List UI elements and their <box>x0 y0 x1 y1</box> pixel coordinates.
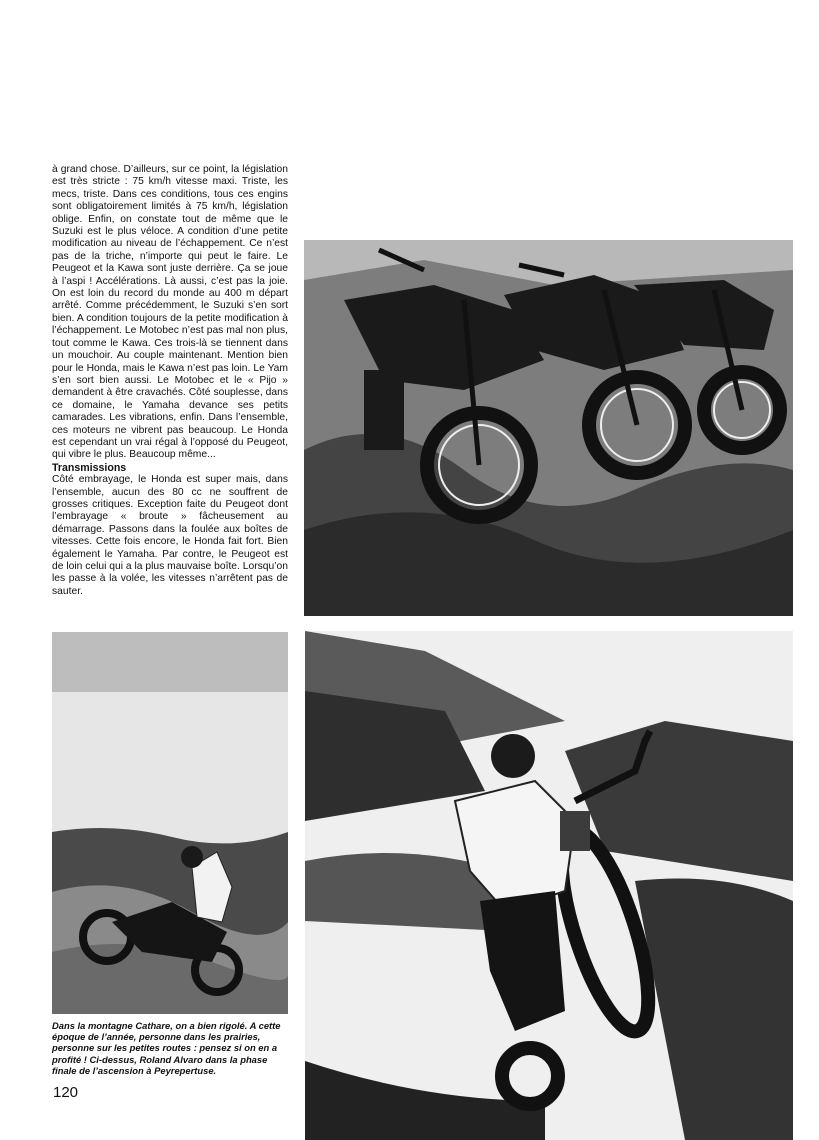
photo-caption: Dans la montagne Cathare, on a bien rigolé. A cette époque de l’année, personne dans les prairies, personne sur les petites routes : pensez si on en a profité ! Ci-dessus, Roland Alvaro dans la phase finale de l’ascension à Peyrepertuse. <box>52 1020 281 1076</box>
article-paragraph-1: à grand chose. D’ailleurs, sur ce point, la législation est très stricte : 75 km/h vitesse maxi. Triste, les mecs, triste. Dans ces conditions, tous ces engins sont obligatoirement limités à 75 km/h, législation oblige. Enfin, on constate tout de même que le Suzuki est le plus véloce. A condition d’une petite modification au niveau de l’échappement. Ce n’est pas de la triche, n’importe qui peut le faire. Le Peugeot et la Kawa sont juste derrière. Ça se joue à l’aspi ! Accélérations. Là aussi, c’est pas la joie. On est loin du record du monde au 400 m départ arrêté. Comme précédemment, le Suzuki s’en sort bien. A condition toujours de la petite modification à l’échappement. Le Motobec n’est pas mal non plus, tout comme le Kawa. Ces trois-là se tiennent dans un mouchoir. Au couple maintenant. Mention bien pour le Honda, mais le Kawa n’est pas loin. Le Yam s’en sort bien aussi. Le Motobec et le « Pijo » demandent à être cravachés. Côté souplesse, dans ce domaine, le Yamaha devance ses petits camarades. Les vibrations, enfin. Dans l’ensemble, ces moteurs ne vibrent pas beaucoup. Le Honda est cependant un vrai régal à l’opposé du Peugeot, qui vibre le plus. Beaucoup même... <box>52 164 288 461</box>
article-paragraph-transmissions: Côté embrayage, le Honda est super mais, dans l’ensemble, aucun des 80 cc ne souffrent de grosses critiques. Exception faite du Peugeot dont l’embrayage « broute » fâcheusement au démarrage. Passons dans la foulée aux boîtes de vitesses. Cette fois encore, le Honda fait fort. Bien également le Yamaha. Par contre, le Peugeot est de loin celui qui a la plus mauvaise boîte. Lorsqu’on les passe à la volée, les vitesses n’arrêtent pas de sauter. <box>52 474 288 597</box>
article-column <box>52 164 288 598</box>
photo-motorcycles-group-image <box>304 240 793 616</box>
page-number: 120 <box>53 1084 79 1101</box>
photo-wheelie-rider-image <box>305 631 793 1140</box>
photo-rider-slope-image <box>52 632 288 1014</box>
section-heading-transmissions: Transmissions <box>52 461 127 474</box>
photo-wheelie-rider <box>305 631 793 1140</box>
photo-rider-slope <box>52 632 288 1014</box>
photo-motorcycles-group <box>304 240 793 616</box>
